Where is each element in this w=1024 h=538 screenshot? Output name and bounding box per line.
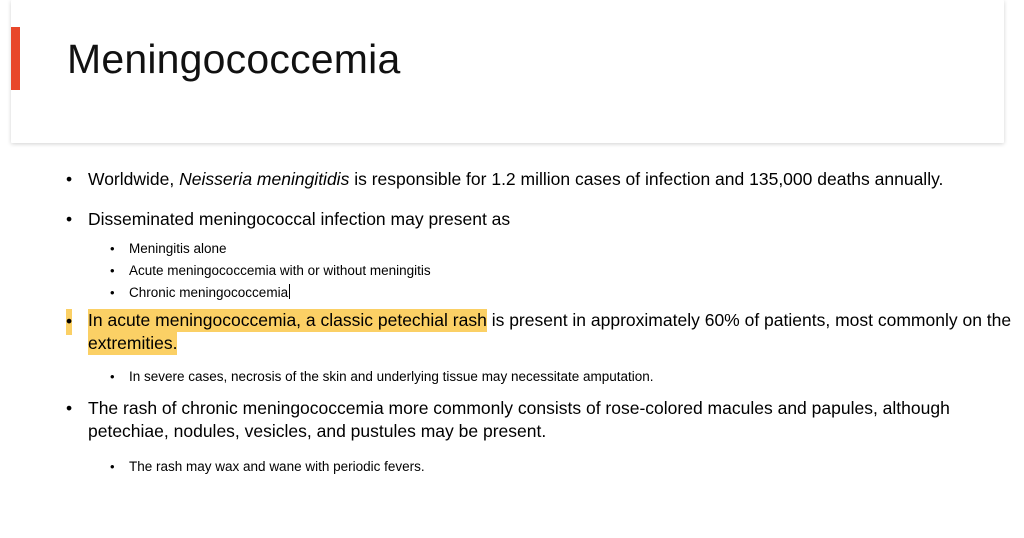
title-accent-bar [11,27,20,90]
slide-body [0,168,1024,479]
bullet-marker: • [110,241,115,256]
bullet-text: Disseminated meningococcal infection may present as [88,208,511,229]
bullet-item-highlighted [0,309,1024,354]
bullet-item [0,168,1024,191]
page-title: Meningococcemia [67,36,401,82]
sub-bullet-item [0,457,1024,476]
bullet-text [88,169,943,189]
bullet-text: The rash of chronic meningococcemia more commonly consists of rose-colored macules and papules, although petechiae, nodules, vesicles, and pustules may be present. [88,398,950,441]
bullet-item [0,208,1024,231]
bullet-marker: • [66,169,73,189]
bullet-marker: • [110,459,115,474]
sub-bullet-text: Chronic meningococcemia [129,285,289,300]
bullet-text [88,309,1011,355]
bullet-segment-italic: Neisseria meningitidis [179,169,350,189]
sub-bullet-item [0,261,1024,280]
bullet-marker: • [110,263,115,278]
bullet-marker: • [66,309,72,335]
bullet-marker: • [110,369,115,384]
sub-bullet-item [0,283,1024,302]
bullet-marker: • [66,208,73,229]
highlighted-text: extremities. [88,332,178,353]
bullet-item [0,397,1024,442]
highlighted-text: In acute meningococcemia, a classic petechial rash [88,310,487,330]
bullet-segment: is responsible for 1.2 million cases of infection and 135,000 deaths annually. [349,169,944,189]
sub-bullet-text: The rash may wax and wane with periodic fevers. [129,459,425,474]
page-right-edge [1019,0,1024,538]
bullet-segment: Worldwide, [88,169,180,189]
bullet-segment: is present in approximately 60% of patients, most commonly on the [486,310,1012,330]
bullet-marker: • [110,285,115,300]
sub-bullet-text: Acute meningococcemia with or without meningitis [129,263,431,278]
text-caret [289,284,290,299]
sub-bullet-text: Meningitis alone [129,241,227,256]
bullet-marker: • [66,398,73,418]
sub-bullet-text: In severe cases, necrosis of the skin and underlying tissue may necessitate amputation. [129,369,654,384]
title-card [11,0,1004,143]
sub-bullet-item [0,367,1024,386]
sub-bullet-item [0,239,1024,258]
